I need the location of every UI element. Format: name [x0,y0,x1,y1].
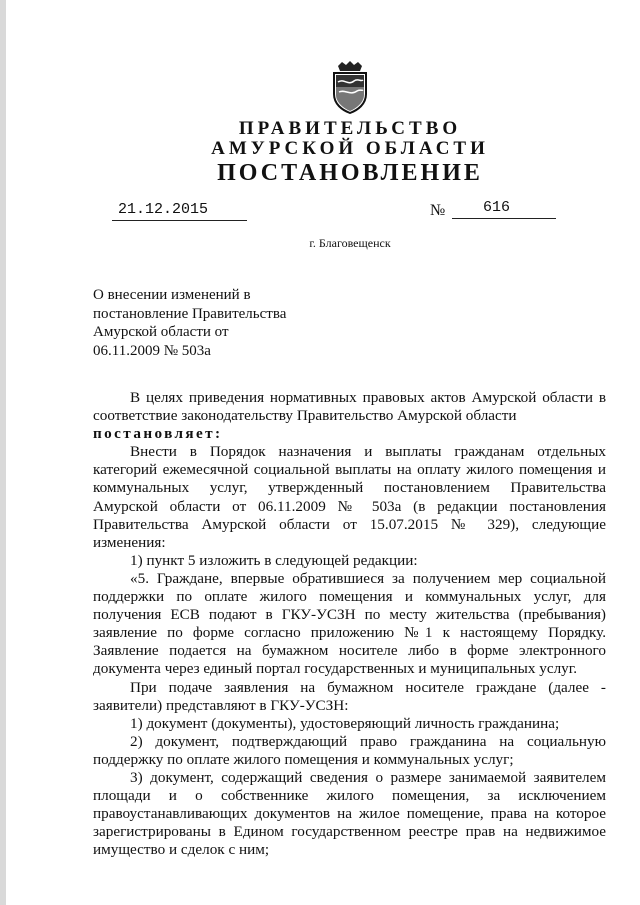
body-paragraph: 1) документ (документы), удостоверяющий личность гражданина; [130,714,560,732]
subject-line: Амурской области от [93,324,229,340]
body-paragraph: Внести в Порядок назначения и выплаты гражданам отдельных категорий ежемесячной социальной выплаты на оплату жилого помещения и коммунальных услуг, утвержденный постановлением Правительства Амурской области от 06.11.2009 № 503а (в редакции постановления Правительства Амурской области от 15.07.2015 № 329), следующие изменения: [93,443,606,551]
body-paragraph: «5. Граждане, впервые обратившиеся за получением мер социальной поддержки по оплате жилого помещения и коммунальных услуг, для получения ЕСВ подают в ГКУ-УСЗН по месту жительства (пребывания) заявление по форме согласно приложению №1 к настоящему Порядку. Заявление подается на бумажном носителе либо в форме электронного документа через единый портал государственных и муниципальных услуг. [93,569,606,678]
document-number: 616 [483,199,511,216]
number-sign: № [430,202,446,219]
header-government: ПРАВИТЕЛЬСТВО [238,118,462,139]
resolve-word: постановляет: [93,425,223,443]
subject-line: О внесении изменений в [93,287,251,303]
document-body [93,389,606,859]
body-paragraph: В целях приведения нормативных правовых актов Амурской области в соответствие законодательству Правительство Амурской области [93,389,606,425]
header-region: АМУРСКОЙ ОБЛАСТИ [211,138,489,159]
coat-of-arms-emblem [330,60,370,114]
number-underline [452,218,556,219]
document-subject [93,286,286,360]
body-paragraph: При подаче заявления на бумажном носителе граждане (далее - заявители) представляют в ГКУ-УСЗН: [93,678,606,714]
subject-line: постановление Правительства [93,305,287,322]
body-paragraph: 1) пункт 5 изложить в следующей редакции: [130,551,418,569]
city: г. Благовещенск [309,236,391,250]
body-paragraph: 2) документ, подтверждающий право гражданина на социальную поддержку по оплате жилого помещения и коммунальных услуг; [93,732,606,768]
date-underline [112,220,247,221]
document-date: 21.12.2015 [118,201,209,218]
body-paragraph: 3) документ, содержащий сведения о размере занимаемой заявителем площади и о собственнике жилого помещения, за исключением правоустанавливающих документов на жилое помещение, права на которое зарегистрированы в Едином государственном реестре прав на недвижимое имущество и сделок с ним; [93,768,606,859]
subject-line: 06.11.2009 № 503а [93,342,211,359]
document-type: ПОСТАНОВЛЕНИЕ [217,160,483,186]
